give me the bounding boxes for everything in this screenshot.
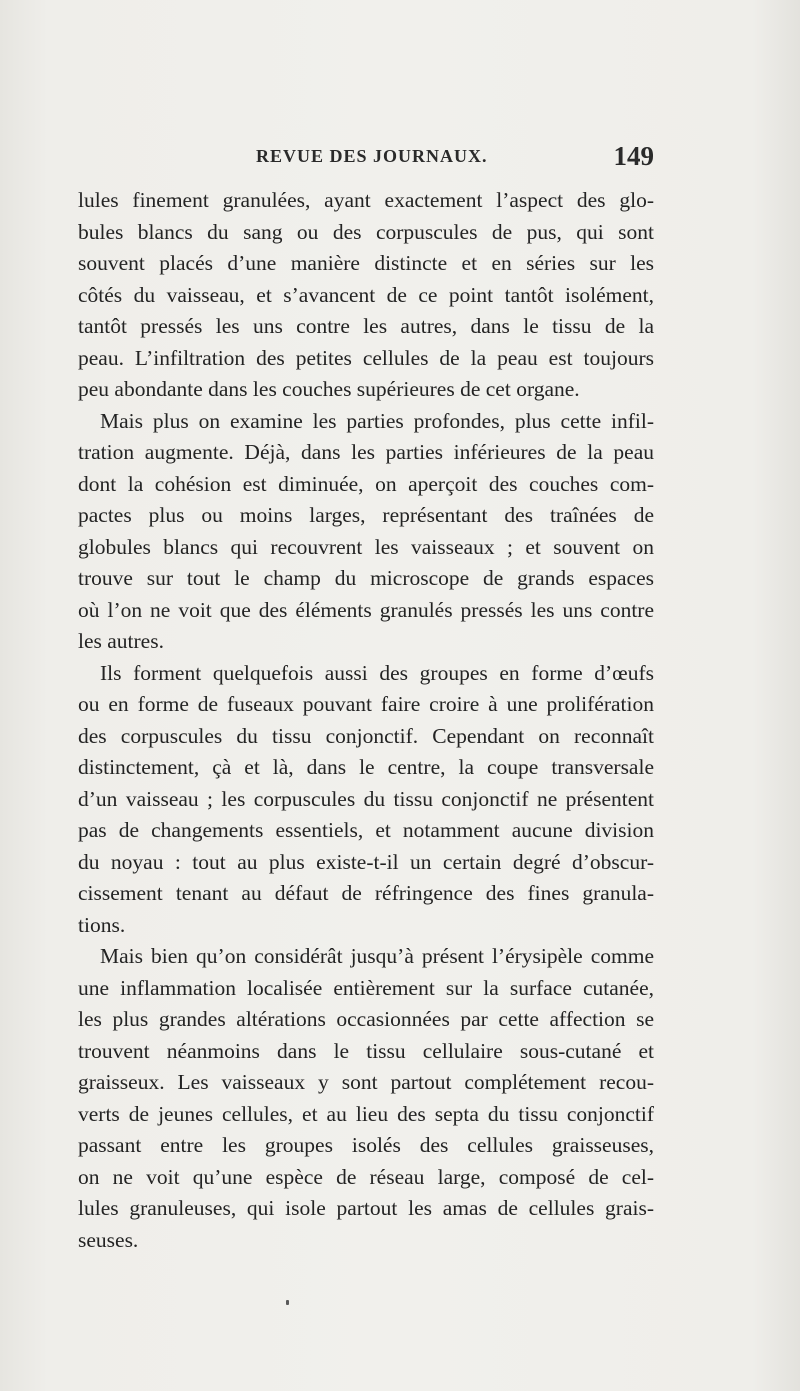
text-line: trouvent néanmoins dans le tissu cellulaire sous-cutané et (78, 1038, 654, 1063)
text-line: verts de jeunes cellules, et au lieu des septa du tissu conjonctif (78, 1101, 654, 1126)
text-line: tantôt pressés les uns contre les autres, dans le tissu de la (78, 314, 654, 338)
text-line: lules finement granulées, ayant exactement l’aspect des glo- (78, 188, 654, 212)
text-line: souvent placés d’une manière distincte et en séries sur les (78, 251, 654, 275)
text-line: cissement tenant au défaut de réfringence des fines granula- (78, 881, 654, 905)
text-line: lules granuleuses, qui isole partout les amas de cellules grais- (78, 1196, 654, 1220)
text-line: tions. (78, 912, 126, 937)
text-line: ou en forme de fuseaux pouvant faire croire à une prolifération (78, 692, 654, 716)
text-line: les autres. (78, 629, 164, 653)
text-line: trouve sur tout le champ du microscope de grands espaces (78, 566, 654, 590)
text-line: distinctement, çà et là, dans le centre, la coupe transversale (78, 755, 654, 779)
text-line: Mais bien qu’on considérât jusqu’à présent l’érysipèle comme (100, 944, 654, 968)
text-line: des corpuscules du tissu conjonctif. Cependant on reconnaît (78, 723, 654, 748)
text-line: passant entre les groupes isolés des cellules graisseuses, (78, 1133, 654, 1157)
body-text (78, 185, 654, 1256)
text-line: côtés du vaisseau, et s’avancent de ce point tantôt isolément, (78, 282, 654, 307)
text-line: globules blancs qui recouvrent les vaisseaux ; et souvent on (78, 534, 654, 559)
text-line: où l’on ne voit que des éléments granulés pressés les uns contre (78, 597, 654, 622)
text-line: Ils forment quelquefois aussi des groupes en forme d’œufs (100, 660, 654, 685)
text-line: Mais plus on examine les parties profondes, plus cette infil- (100, 408, 654, 433)
page-number: 149 (613, 141, 654, 171)
text-line: du noyau : tout au plus existe-t-il un certain degré d’obscur- (78, 849, 654, 874)
text-line: une inflammation localisée entièrement sur la surface cutanée, (78, 975, 654, 1000)
text-line: pas de changements essentiels, et notamment aucune division (78, 818, 654, 842)
text-line: dont la cohésion est diminuée, on aperçoit des couches com- (78, 471, 654, 496)
text-line: les plus grandes altérations occasionnées par cette affection se (78, 1007, 654, 1031)
text-line: graisseux. Les vaisseaux y sont partout complétement recou- (78, 1070, 654, 1094)
text-line: bules blancs du sang ou des corpuscules de pus, qui sont (78, 219, 654, 244)
text-line: on ne voit qu’une espèce de réseau large, composé de cel- (78, 1164, 654, 1189)
text-line: seuses. (78, 1227, 139, 1252)
running-title: REVUE DES JOURNAUX. (256, 146, 488, 166)
text-line: d’un vaisseau ; les corpuscules du tissu conjonctif ne présentent (78, 786, 654, 811)
text-line: peau. L’infiltration des petites cellules de la peau est toujours (78, 345, 654, 370)
text-line: tration augmente. Déjà, dans les parties inférieures de la peau (78, 440, 654, 464)
text-line: pactes plus ou moins larges, représentant des traînées de (78, 503, 654, 527)
page-header (78, 141, 654, 186)
text-line: peu abondante dans les couches supérieures de cet organe. (78, 377, 580, 401)
ink-speck (286, 1300, 289, 1305)
